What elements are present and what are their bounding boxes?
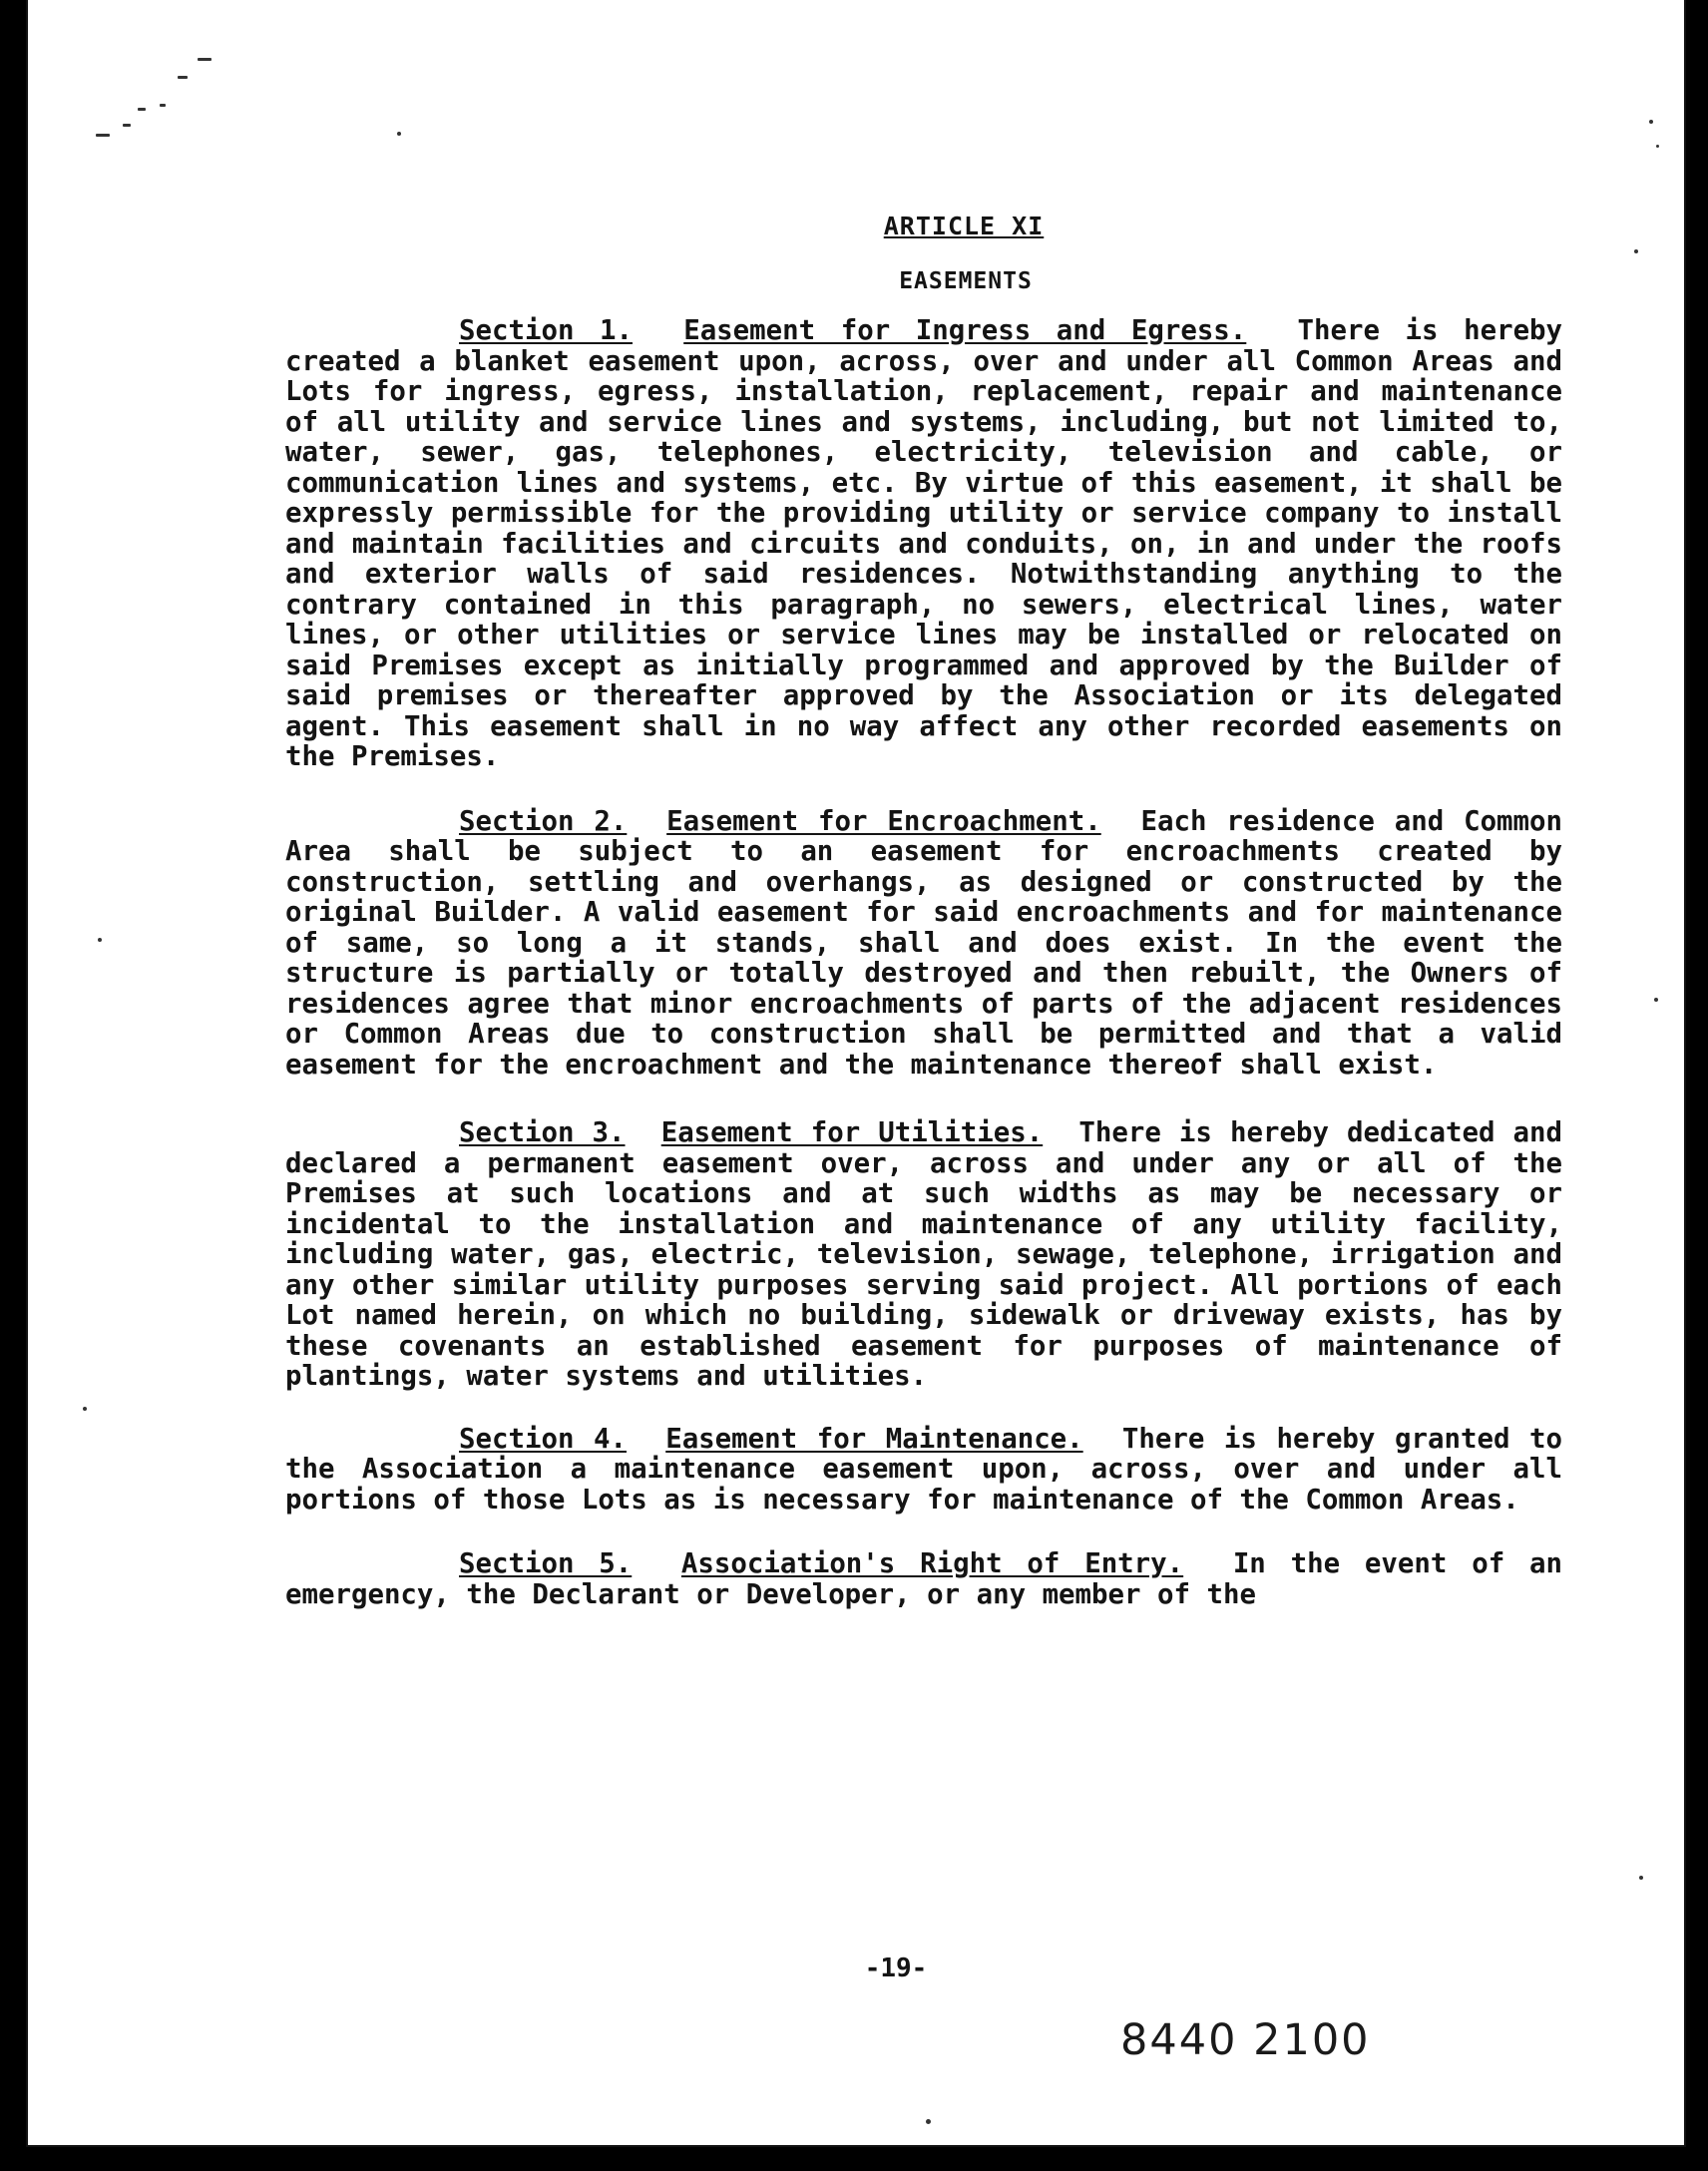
section-heading: Easement for Encroachment.	[666, 805, 1101, 837]
document-body	[285, 212, 1562, 1610]
section-label: Section 5.	[459, 1548, 633, 1579]
section-body: There is hereby granted to the Association a maintenance easement upon, across, over and under all portions of those Lots as is necessary for maintenance of the Common Areas.	[285, 1423, 1563, 1516]
section-heading: Easement for Maintenance.	[665, 1423, 1083, 1455]
section-paragraph	[285, 807, 1562, 1082]
section-heading: Easement for Utilities.	[660, 1117, 1044, 1148]
section-1	[285, 316, 1562, 773]
scan-speck	[178, 76, 188, 79]
document-number: 8440 2100	[1120, 2015, 1371, 2065]
section-body: There is hereby dedicated and declared a permanent easement over, across and under any or all of the Premises at such locations and at such widths as may be necessary or incidental to the installation and maintenance of any utility facility, including water, gas, electric, television, sewage, telephone, irrigation and any other similar utility purposes serving said project. All portions of each Lot named herein, on which no building, sidewalk or driveway exists, has by these covenants an established easement for purposes of maintenance of plantings, water systems and utilities.	[285, 1117, 1562, 1392]
section-heading: Easement for Ingress and Egress.	[683, 315, 1247, 346]
page-number: -19-	[864, 1954, 928, 1983]
section-body: There is hereby created a blanket easement upon, across, over and under all Common Areas and Lots for ingress, egress, installation, replacement, repair and maintenance of all utility and service lines and systems, including, but not limited to, water, sewer, gas, telephones, electricity, television and cable, or communication lines and systems, etc. By virtue of this easement, it shall be expressly permissible for the providing utility or service company to install and maintain facilities and circuits and conduits, on, in and under the roofs and exterior walls of said residences. Notwithstanding anything to the contrary contained in this paragraph, no sewers, electrical lines, water lines, or other utilities or service lines may be installed or relocated on said Premises except as initially programmed and approved by the Builder of said premises or thereafter approved by the Association or its delegated agent. This easement shall in no way affect any other recorded easements on the Premises.	[285, 315, 1563, 772]
section-paragraph	[285, 1425, 1562, 1517]
scan-speck	[1656, 145, 1659, 148]
scan-speck	[1634, 249, 1638, 253]
scan-speck	[138, 108, 146, 111]
section-body: In the event of an emergency, the Declarant or Developer, or any member of the	[285, 1548, 1562, 1610]
section-paragraph	[285, 316, 1562, 773]
scan-speck	[1649, 120, 1653, 124]
scan-speck	[123, 124, 131, 127]
section-2	[285, 807, 1562, 1082]
section-5	[285, 1549, 1562, 1610]
scan-speck	[198, 58, 212, 61]
section-4	[285, 1425, 1562, 1517]
section-paragraph	[285, 1118, 1562, 1393]
section-heading: Association's Right of Entry.	[680, 1548, 1184, 1579]
scan-speck	[96, 134, 110, 137]
scan-speck	[397, 132, 401, 136]
section-label: Section 4.	[459, 1423, 628, 1455]
section-3	[285, 1118, 1562, 1393]
scan-speck	[83, 1407, 87, 1411]
section-label: Section 3.	[459, 1117, 626, 1148]
article-subtitle: EASEMENTS	[899, 268, 1033, 294]
section-label: Section 1.	[459, 315, 634, 346]
section-paragraph	[285, 1549, 1562, 1610]
scan-speck	[926, 2119, 931, 2124]
section-label: Section 2.	[459, 805, 628, 837]
document-page	[28, 0, 1684, 2145]
section-body: Each residence and Common Area shall be subject to an easement for encroachments created by construction, settling and overhangs, as designed or constructed by the original Builder. A valid easement for said encroachments and for maintenance of same, so long a it stands, shall and does exist. In the event the structure is partially or totally destroyed and then rebuilt, the Owners of residences agree that minor encroachments of parts of the adjacent residences or Common Areas due to construction shall be permitted and that a valid easement for the encroachment and the maintenance thereof shall exist.	[285, 805, 1563, 1081]
scan-speck	[1654, 998, 1658, 1002]
scan-speck	[98, 938, 102, 942]
scan-speck	[160, 104, 166, 107]
scan-speck	[1639, 1876, 1643, 1880]
article-title: ARTICLE XI	[883, 212, 1045, 240]
